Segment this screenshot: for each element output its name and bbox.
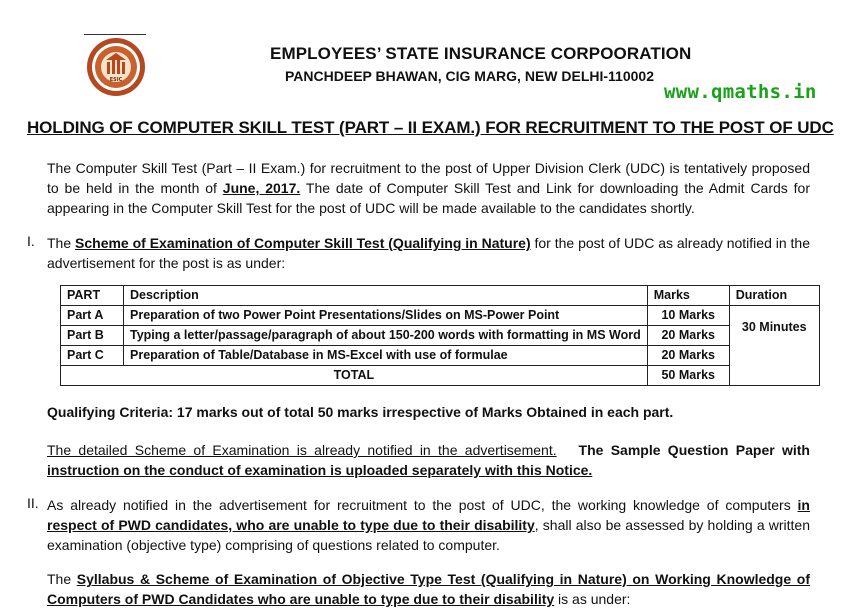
row-marks: 20 Marks [647, 346, 729, 366]
row-marks: 20 Marks [647, 326, 729, 346]
row-part: Part B [61, 326, 124, 346]
table-header-row [61, 286, 820, 306]
website-watermark-link[interactable]: www.qmaths.in [664, 81, 817, 103]
syllabus-suffix: is as under: [554, 591, 631, 607]
section-1-numeral: I. [27, 233, 35, 249]
table-row [61, 346, 820, 366]
header-part: PART [61, 286, 124, 306]
exam-month: June, 2017. [222, 180, 301, 196]
intro-text-2: The date of Computer Skill Test and Link for downloading the Admit Cards for appearing in the Computer Skill Test for the post of UDC will be made available to the candidates shortly. [47, 180, 811, 216]
section-2-text-1: As already notified in the advertisement for recruitment to the post of UDC, the working knowledge of computers [47, 497, 798, 513]
detail-paragraph [47, 440, 810, 480]
esic-logo-icon [84, 36, 148, 98]
table-row [61, 306, 820, 326]
total-label: TOTAL [61, 366, 648, 386]
qualifying-criteria: Qualifying Criteria: 17 marks out of total 50 marks irrespective of Marks Obtained in each part. [47, 404, 674, 420]
section-2-paragraph [47, 495, 810, 555]
syllabus-title: Syllabus & Scheme of Examination of Objective Type Test (Qualifying in Nature) on Working Knowledge of Computers of PWD Candidates who are unable to type due to their disability [47, 571, 810, 607]
svg-text:ESIC: ESIC [109, 77, 123, 83]
header-marks: Marks [647, 286, 729, 306]
detail-plain-text: The detailed Scheme of Examination is already notified in the advertisement. [47, 442, 557, 458]
total-marks: 50 Marks [647, 366, 729, 386]
scheme-table [60, 285, 820, 386]
header-duration: Duration [729, 286, 819, 306]
row-part: Part C [61, 346, 124, 366]
syllabus-paragraph [47, 569, 810, 609]
section-1-suffix: for the post of UDC as already notified in the advertisement for the post is as under: [47, 235, 810, 271]
logo-top-rule [84, 34, 146, 35]
section-2-numeral: II. [27, 495, 39, 511]
row-part: Part A [61, 306, 124, 326]
sample-paper-text: The Sample Question Paper with [578, 442, 810, 458]
notice-heading: HOLDING OF COMPUTER SKILL TEST (PART – II EXAM.) FOR RECRUITMENT TO THE POST OF UDC [27, 118, 834, 137]
row-marks: 10 Marks [647, 306, 729, 326]
row-description: Typing a letter/passage/paragraph of about 150-200 words with formatting in MS Word [124, 326, 648, 346]
section-2-text-2: , shall also be assessed by holding a written examination (objective type) comprising of questions related to computer. [47, 517, 810, 553]
section-1-prefix: The [47, 235, 76, 251]
instruction-text: instruction on the conduct of examination is uploaded separately with this Notice. [47, 462, 593, 478]
scheme-title: Scheme of Examination of Computer Skill Test (Qualifying in Nature) [75, 235, 531, 251]
section-1-paragraph [47, 233, 810, 273]
header-description: Description [124, 286, 648, 306]
syllabus-prefix: The [47, 571, 77, 587]
intro-text-1: The Computer Skill Test (Part – II Exam.) for recruitment to the post of Upper Division Clerk (UDC) is tentatively proposed to be held in the month of [47, 160, 810, 196]
pwd-candidates-text: in respect of PWD candidates, who are unable to type due to their disability [47, 497, 810, 533]
organization-title: EMPLOYEES’ STATE INSURANCE CORPOORATION [270, 44, 692, 63]
intro-paragraph [47, 158, 810, 218]
row-description: Preparation of two Power Point Presentations/Slides on MS-Power Point [124, 306, 648, 326]
row-description: Preparation of Table/Database in MS-Excel with use of formulae [124, 346, 648, 366]
table-total-row [61, 366, 820, 386]
table-row [61, 326, 820, 346]
duration-cell: 30 Minutes [729, 306, 819, 386]
organization-address: PANCHDEEP BHAWAN, CIG MARG, NEW DELHI-110002 [285, 68, 654, 84]
